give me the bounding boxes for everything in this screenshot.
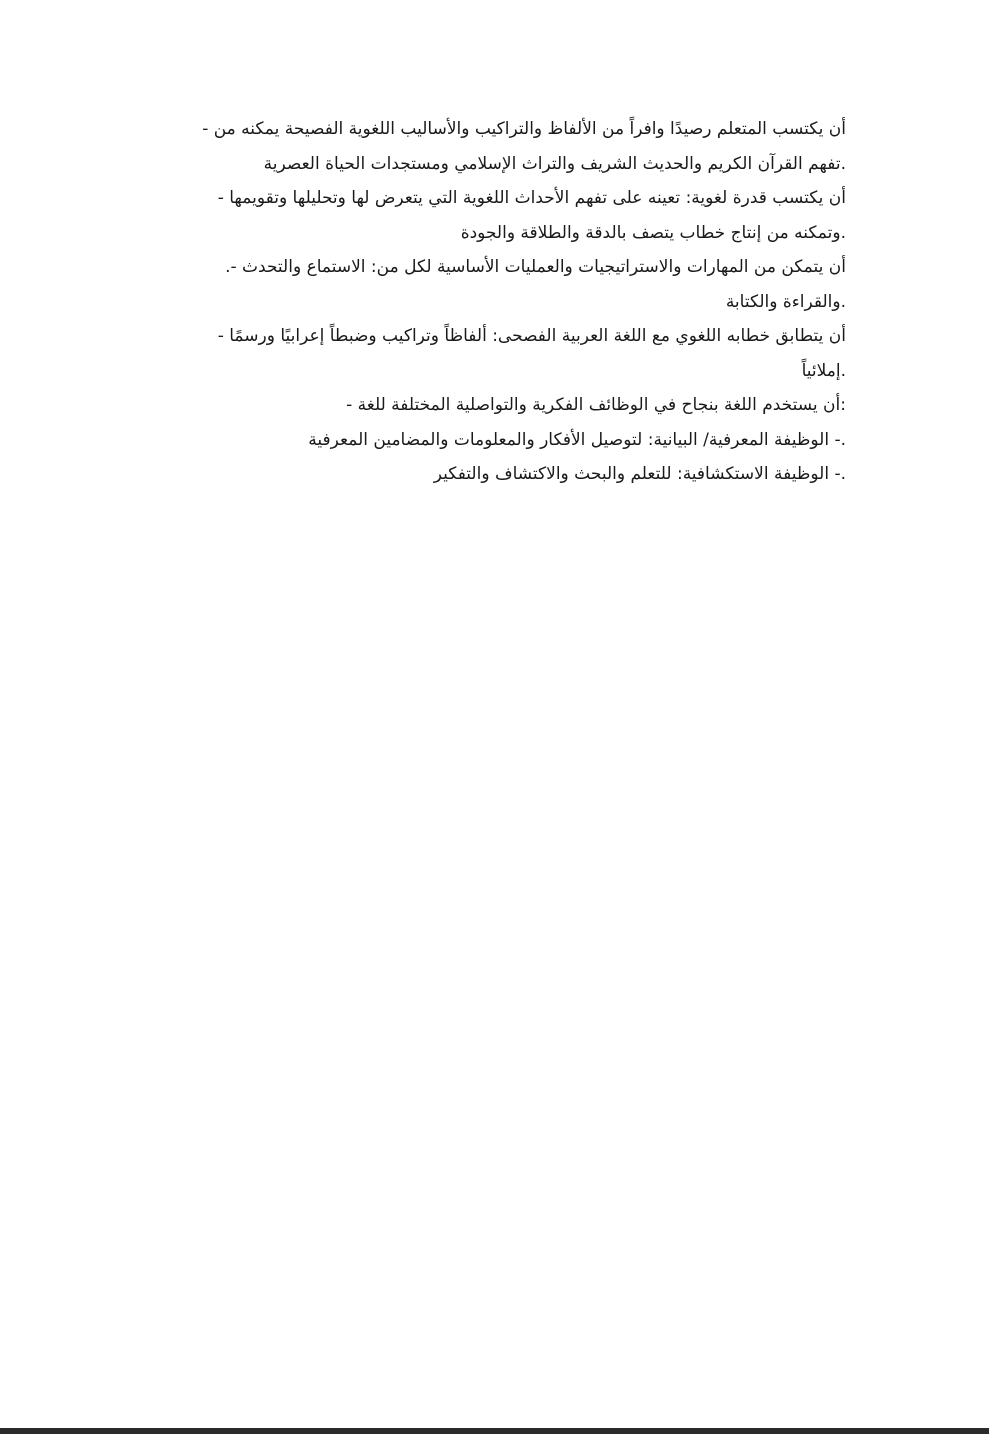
text-line-7: أن يتطابق خطابه اللغوي مع اللغة العربية الفصحى: ألفاظاً وتراكيب وضبطاً إعرابيًا ورسمًا -: [217, 326, 846, 346]
text-line-3: أن يكتسب قدرة لغوية: تعينه على تفهم الأحداث اللغوية التي يتعرض لها وتحليلها وتقويمها -: [217, 188, 846, 208]
text-line-4: .وتمكنه من إنتاج خطاب يتصف بالدقة والطلاقة والجودة: [460, 222, 846, 243]
text-line-11: .- الوظيفة الاستكشافية: للتعلم والبحث والاكتشاف والتفكير: [433, 464, 846, 484]
text-line-1: أن يكتسب المتعلم رصيدًا وافراً من الألفاظ والتراكيب والأساليب اللغوية الفصيحة يمكنه من -: [202, 119, 846, 139]
text-line-5: أن يتمكن من المهارات والاستراتيجيات والعمليات الأساسية لكل من: الاستماع والتحدث -.: [225, 257, 846, 277]
text-line-10: .- الوظيفة المعرفية/ البيانية: لتوصيل الأفكار والمعلومات والمضامين المعرفية: [308, 429, 846, 450]
objectives-text: [140, 112, 846, 492]
text-line-8: .إملائياً: [801, 360, 846, 381]
text-line-6: .والقراءة والكتابة: [725, 291, 846, 312]
page-bottom-border: [0, 1428, 989, 1434]
text-line-9: :أن يستخدم اللغة بنجاح في الوظائف الفكرية والتواصلية المختلفة للغة -: [346, 395, 846, 415]
text-line-2: .تفهم القرآن الكريم والحديث الشريف والتراث الإسلامي ومستجدات الحياة العصرية: [263, 153, 846, 174]
